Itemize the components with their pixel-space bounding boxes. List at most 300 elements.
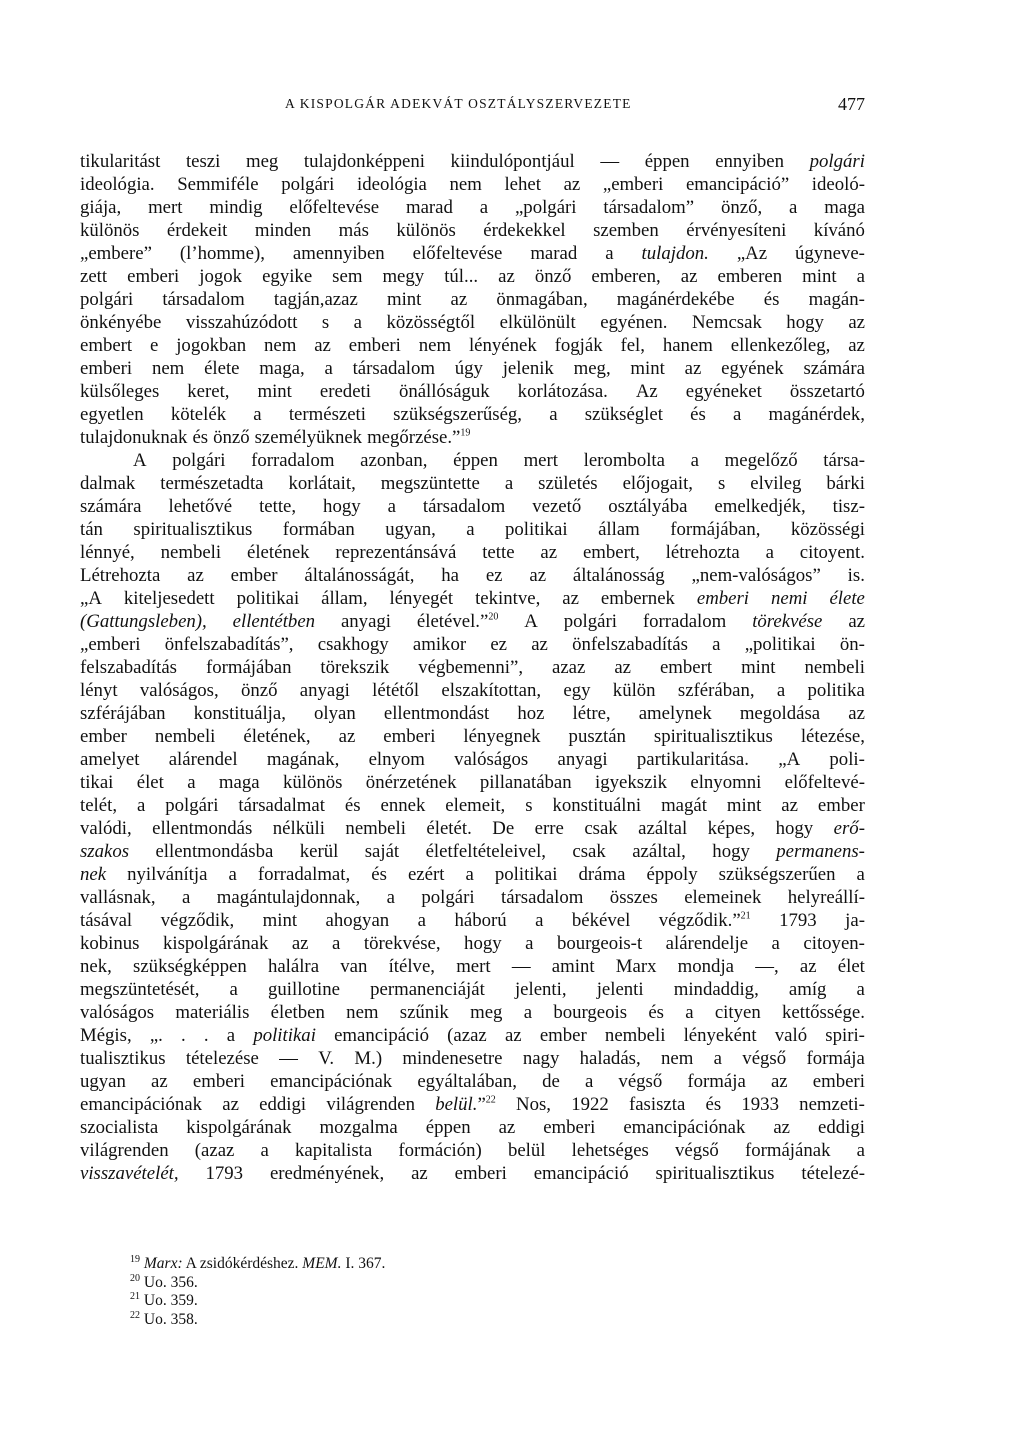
text-line: [80, 610, 865, 633]
text-run: lényt: [80, 680, 118, 701]
emphasis: élete: [829, 588, 865, 609]
word: [80, 771, 113, 794]
text-run: emberi: [348, 335, 401, 356]
text-run: a: [732, 404, 742, 425]
word: [165, 633, 294, 656]
word: [569, 725, 626, 748]
word: [259, 495, 296, 518]
text-line: [80, 863, 865, 886]
word: [505, 1024, 522, 1047]
text-run: a: [229, 979, 238, 1000]
text-run: lényegnek: [463, 726, 541, 747]
text-run: elvileg: [750, 473, 802, 494]
word: [454, 748, 528, 771]
word: [553, 1001, 627, 1024]
text-run: világrenden: [326, 1094, 415, 1115]
text-run: meg: [245, 151, 279, 172]
page-number: 477: [838, 94, 865, 114]
text-line: [80, 518, 865, 541]
text-run: élete: [204, 358, 240, 379]
text-run: ”: [477, 1094, 486, 1115]
text-run: tisz-: [832, 496, 865, 517]
text-line: [80, 702, 865, 725]
word: [163, 932, 268, 955]
word: [162, 288, 244, 311]
text-run: (azaz: [194, 1140, 235, 1161]
word: [687, 1070, 745, 1093]
text-line: [80, 633, 865, 656]
word: [483, 219, 565, 242]
text-run: a: [332, 933, 341, 954]
text-run: végső: [618, 1071, 663, 1092]
word: [740, 702, 820, 725]
text-run: megoldása: [739, 703, 821, 724]
text-run: pillanatában: [479, 772, 572, 793]
word: [601, 587, 675, 610]
word: [727, 794, 761, 817]
text-run: vezető: [532, 496, 582, 517]
word: [585, 1070, 593, 1093]
word: [532, 495, 581, 518]
word: [247, 541, 310, 564]
word: [771, 587, 808, 610]
word: [80, 702, 166, 725]
word: [572, 1139, 649, 1162]
footnote-number: 20: [130, 1272, 140, 1284]
word: [390, 587, 454, 610]
text-run: sem: [332, 266, 363, 287]
word: [674, 978, 759, 1001]
word: [788, 886, 865, 909]
text-run: .: [203, 1025, 209, 1046]
word: [455, 1162, 507, 1185]
text-run: szükségszerűség,: [393, 404, 522, 425]
text-run: a: [549, 404, 558, 425]
text-run: a: [713, 1048, 722, 1069]
word: [516, 1093, 551, 1116]
text-run: ennyiben: [715, 151, 785, 172]
text-run: emberi: [543, 1117, 596, 1138]
text-run: polgári: [165, 795, 219, 816]
word: [300, 840, 339, 863]
text-run: helyreállí-: [787, 887, 865, 908]
word: [80, 725, 127, 748]
text-run: a: [465, 864, 474, 885]
word: [623, 1116, 745, 1139]
text-line: [80, 1047, 865, 1070]
word: [826, 472, 865, 495]
word: [845, 909, 865, 932]
text-run: életét.: [426, 818, 472, 839]
word: [80, 196, 121, 219]
word: [742, 1047, 786, 1070]
word: [441, 564, 459, 587]
text-run: olyan: [314, 703, 356, 724]
text-run: emberi: [80, 358, 133, 379]
word: [708, 817, 755, 840]
text-run: kiteljesedett: [123, 588, 215, 609]
text-run: éppoly: [646, 864, 698, 885]
word: [396, 219, 455, 242]
text-run: ja-: [845, 910, 865, 931]
text-run: meg,: [573, 358, 611, 379]
word: [450, 173, 482, 196]
word: [419, 334, 451, 357]
word: [834, 817, 865, 840]
text-run: természeti: [288, 404, 366, 425]
word: [715, 1001, 761, 1024]
word: [341, 610, 391, 633]
text-run: emberi: [192, 1071, 246, 1092]
text-run: materiális: [175, 1002, 250, 1023]
text-run: egy: [563, 680, 591, 701]
word: [555, 334, 603, 357]
text-line: [80, 679, 865, 702]
word: [685, 357, 702, 380]
word: [323, 495, 361, 518]
word: [182, 886, 190, 909]
text-run: anyagi: [557, 749, 608, 770]
word: [365, 840, 399, 863]
text-line: [80, 886, 865, 909]
word: [686, 219, 786, 242]
word: [411, 1162, 428, 1185]
text-run: jelenti: [596, 979, 644, 1000]
text-run: eddigi: [817, 1117, 865, 1138]
text-line: [80, 748, 865, 771]
text-run: kötelék: [170, 404, 227, 425]
text-run: elemeit,: [445, 795, 506, 816]
word: [692, 311, 762, 334]
word: [500, 311, 576, 334]
word: [773, 1116, 790, 1139]
word: [187, 771, 195, 794]
word: [629, 1093, 685, 1116]
text-line: [80, 794, 865, 817]
text-run: a: [466, 519, 475, 540]
word: [268, 978, 340, 1001]
emphasis: nek: [80, 864, 107, 885]
word: [180, 242, 265, 265]
text-line: [80, 656, 865, 679]
footnote: [130, 1255, 630, 1274]
text-run: A zsidókérdéshez.: [182, 1255, 303, 1272]
text-run: minden: [254, 220, 312, 241]
text-run: társadalom: [352, 358, 435, 379]
text-run: —: [279, 1048, 298, 1069]
text-line: [80, 1116, 865, 1139]
text-run: Létrehozta: [80, 565, 161, 586]
word: [538, 472, 597, 495]
word: [400, 1001, 449, 1024]
word: [219, 771, 260, 794]
word: [684, 886, 761, 909]
word: [801, 1162, 865, 1185]
word: [857, 978, 865, 1001]
text-run: dráma: [578, 864, 626, 885]
word: [451, 288, 468, 311]
text-run: mindig: [209, 197, 263, 218]
word: [731, 334, 831, 357]
text-run: tikularitást: [80, 151, 161, 172]
word: [186, 150, 220, 173]
word: [812, 173, 865, 196]
word: [80, 472, 135, 495]
word: [80, 610, 207, 633]
word: [171, 403, 226, 426]
text-run: előjogait,: [622, 473, 694, 494]
word: [498, 265, 515, 288]
text-line: [80, 449, 865, 472]
text-run: fel,: [620, 335, 645, 356]
emphasis: politikai: [253, 1025, 316, 1046]
text-run: a: [605, 243, 614, 264]
text-run: forradalom: [251, 450, 335, 471]
text-run: mindaddig,: [673, 979, 759, 1000]
word: [712, 633, 720, 656]
word: [426, 840, 546, 863]
text-run: fasiszta: [628, 1094, 686, 1115]
word: [598, 518, 640, 541]
text-run: a: [789, 197, 798, 218]
text-run: és: [344, 795, 361, 816]
text-run: emberen: [717, 266, 783, 287]
text-run: emelkedjék,: [714, 496, 806, 517]
word: [193, 1070, 245, 1093]
word: [632, 840, 686, 863]
word: [809, 288, 865, 311]
word: [451, 150, 575, 173]
text-run: eddigi: [259, 1094, 307, 1115]
word: [518, 380, 608, 403]
word: [372, 679, 419, 702]
word: [334, 1024, 429, 1047]
word: [512, 955, 531, 978]
word: [80, 1001, 154, 1024]
text-run: éppen: [425, 1117, 471, 1138]
word: [803, 357, 865, 380]
text-run: formában: [282, 519, 355, 540]
word: [833, 495, 865, 518]
word: [525, 794, 532, 817]
text-run: az: [222, 1094, 239, 1115]
text-run: ezért: [407, 864, 445, 885]
text-run: a: [504, 473, 514, 494]
word: [345, 817, 406, 840]
word: [800, 955, 817, 978]
text-run: az: [531, 634, 548, 655]
word: [423, 495, 505, 518]
text-run: összetartó: [789, 381, 865, 402]
word: [503, 357, 554, 380]
text-run: azaz: [552, 657, 586, 678]
text-run: egyének: [721, 358, 784, 379]
word: [267, 748, 339, 771]
word: [426, 1116, 471, 1139]
word: [281, 173, 334, 196]
text-run: csak: [572, 841, 606, 862]
text-run: az: [498, 266, 515, 287]
word: [505, 472, 513, 495]
text-run: ellenkezőleg,: [730, 335, 831, 356]
text-run: úgy: [454, 358, 483, 379]
word: [354, 1047, 382, 1070]
text-run: állam,: [321, 588, 368, 609]
word: [801, 725, 865, 748]
word: [648, 1001, 664, 1024]
word: [80, 219, 139, 242]
word: [685, 1001, 693, 1024]
word: [80, 1070, 126, 1093]
text-run: lerombolta: [583, 450, 665, 471]
text-run: „Az: [736, 243, 768, 264]
word: [686, 380, 762, 403]
text-run: (azaz: [447, 1025, 487, 1046]
word: [636, 380, 658, 403]
word: [206, 656, 292, 679]
word: [205, 1162, 243, 1185]
text-run: általánosságát,: [304, 565, 415, 586]
word: [273, 817, 325, 840]
word: [639, 702, 712, 725]
word: [445, 794, 505, 817]
word: [181, 1024, 186, 1047]
text-run: emberi: [127, 266, 180, 287]
word: [80, 932, 139, 955]
word: [790, 380, 865, 403]
text-run: polgári: [80, 289, 134, 310]
text-run: megőrzése.”: [367, 427, 461, 448]
word: [168, 495, 232, 518]
word: [618, 1070, 662, 1093]
word: [152, 817, 252, 840]
text-run: tulajdonuknak: [80, 427, 188, 448]
text-run: embert: [80, 335, 133, 356]
word: [572, 840, 605, 863]
word: [237, 587, 300, 610]
text-run: spiritualisztikus: [133, 519, 253, 540]
word: [525, 932, 533, 955]
word: [161, 909, 235, 932]
text-run: alárendelje: [665, 933, 749, 954]
text-run: egyáltalában,: [417, 1071, 517, 1092]
word: [227, 1024, 235, 1047]
word: [127, 863, 207, 886]
text-run: a: [324, 358, 333, 379]
text-run: természetadta: [160, 473, 264, 494]
word: [366, 771, 457, 794]
text-run: mert: [148, 197, 183, 218]
text-run: spiritualisztikus: [653, 726, 773, 747]
word: [80, 633, 140, 656]
word: [572, 909, 630, 932]
text-run: nemzeti-: [799, 1094, 865, 1115]
text-run: személyüknek: [254, 427, 363, 448]
word: [259, 1093, 306, 1116]
text-run: 1933: [741, 1094, 779, 1115]
word: [745, 633, 816, 656]
text-line: [80, 932, 865, 955]
text-run: önző: [534, 266, 572, 287]
text-line: [80, 771, 865, 794]
text-run: korlátait,: [288, 473, 356, 494]
word: [721, 357, 784, 380]
text-run: érdekeit: [166, 220, 228, 241]
word: [717, 265, 782, 288]
text-run: M.): [354, 1048, 383, 1069]
text-run: a: [584, 1071, 594, 1092]
text-run: ember: [230, 565, 278, 586]
text-run: szükségszerűen: [718, 864, 836, 885]
word: [295, 1139, 372, 1162]
word: [417, 1070, 517, 1093]
text-run: és: [705, 1094, 722, 1115]
word: [795, 242, 865, 265]
word: [486, 564, 503, 587]
text-run: végződik,: [160, 910, 235, 931]
word: [799, 1093, 865, 1116]
word: [829, 587, 864, 610]
text-run: állam: [598, 519, 640, 540]
word: [764, 288, 780, 311]
text-run: —: [600, 151, 620, 172]
text-run: kobinus: [80, 933, 140, 954]
text-line: [80, 495, 865, 518]
word: [304, 564, 414, 587]
word: [480, 196, 488, 219]
text-run: az: [614, 657, 631, 678]
word: [326, 909, 390, 932]
word: [603, 173, 663, 196]
word: [80, 288, 133, 311]
word: [133, 955, 247, 978]
text-run: kiindulópontjául: [450, 151, 575, 172]
word: [80, 1047, 166, 1070]
text-run: önfelszabadítás”,: [164, 634, 294, 655]
text-run: hogy: [464, 933, 502, 954]
text-run: az: [848, 335, 865, 356]
word: [456, 955, 490, 978]
word: [124, 587, 215, 610]
text-run: forradalom: [642, 611, 727, 632]
text-run: formájában,: [670, 519, 761, 540]
text-run: maga: [218, 772, 260, 793]
text-run: embert: [659, 657, 713, 678]
word: [752, 610, 822, 633]
word: [552, 794, 641, 817]
word: [304, 150, 425, 173]
text-line: [80, 587, 865, 610]
text-run: is.: [847, 565, 865, 586]
word: [777, 679, 785, 702]
text-run: önérzetének: [365, 772, 457, 793]
word: [857, 265, 865, 288]
word: [469, 334, 537, 357]
word: [413, 633, 466, 656]
word: [322, 311, 329, 334]
text-run: anyagi: [340, 611, 392, 632]
word: [133, 449, 147, 472]
text-line: [80, 840, 865, 863]
text-run: teszi: [185, 151, 221, 172]
word: [177, 173, 258, 196]
text-run: más: [338, 220, 369, 241]
text-run: hogy: [323, 496, 361, 517]
text-run: jelenti,: [514, 979, 567, 1000]
text-run: elszakítottan,: [441, 680, 542, 701]
word: [262, 265, 312, 288]
text-run: nembeli: [804, 657, 865, 678]
